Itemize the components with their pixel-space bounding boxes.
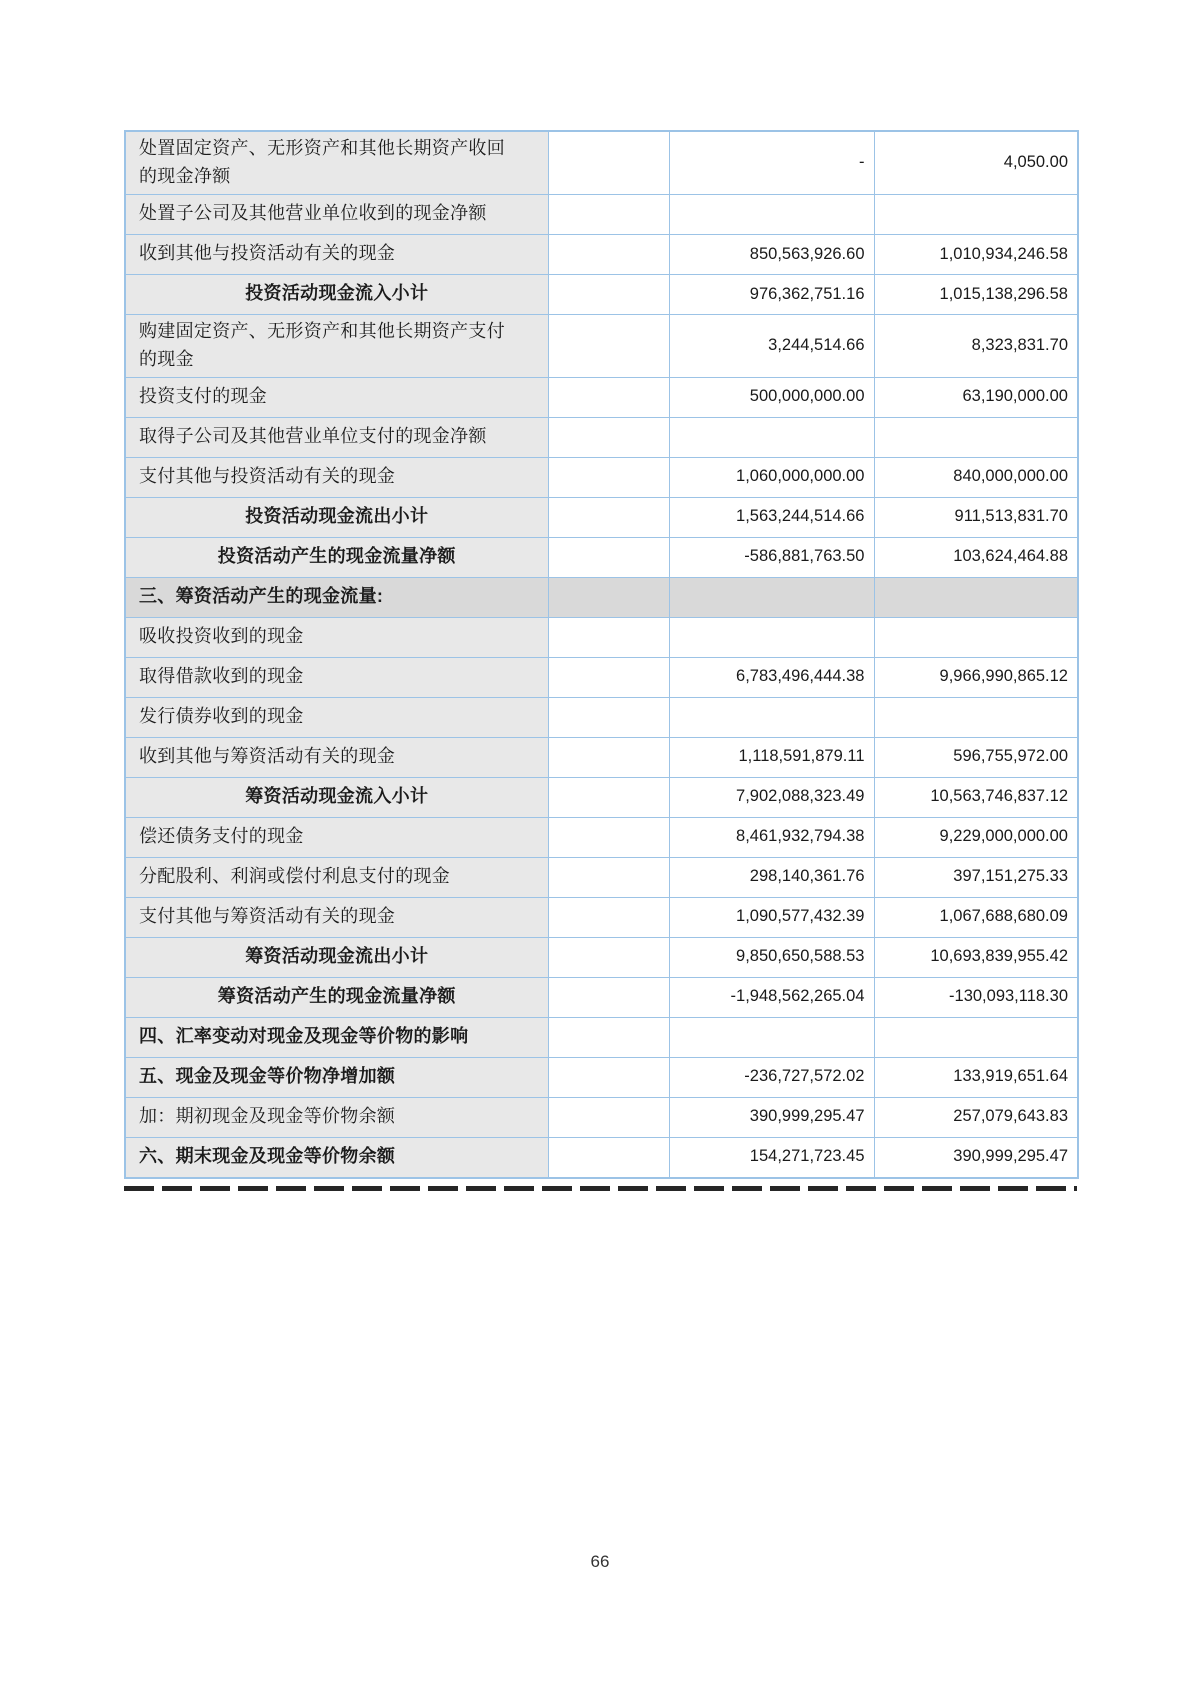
table-row bbox=[125, 977, 1078, 1017]
table-row bbox=[125, 497, 1078, 537]
page-number: 66 bbox=[590, 1552, 610, 1571]
row-blank-cell bbox=[548, 897, 669, 937]
row-prior-period-value: 840,000,000.00 bbox=[874, 457, 1078, 497]
row-item-label: 筹资活动现金流出小计 bbox=[125, 937, 548, 977]
row-current-period-value bbox=[669, 577, 874, 617]
row-blank-cell bbox=[548, 1137, 669, 1178]
row-current-period-value bbox=[669, 417, 874, 457]
table-row bbox=[125, 937, 1078, 977]
row-item-label: 四、汇率变动对现金及现金等价物的影响 bbox=[125, 1017, 548, 1057]
row-item-label: 投资活动产生的现金流量净额 bbox=[125, 537, 548, 577]
row-current-period-value: 1,563,244,514.66 bbox=[669, 497, 874, 537]
row-current-period-value: 850,563,926.60 bbox=[669, 234, 874, 274]
table-row bbox=[125, 417, 1078, 457]
row-blank-cell bbox=[548, 977, 669, 1017]
table-row bbox=[125, 617, 1078, 657]
row-item-label: 偿还债务支付的现金 bbox=[125, 817, 548, 857]
row-prior-period-value: 397,151,275.33 bbox=[874, 857, 1078, 897]
table-row bbox=[125, 657, 1078, 697]
row-blank-cell bbox=[548, 274, 669, 314]
row-blank-cell bbox=[548, 577, 669, 617]
row-item-label: 投资活动现金流出小计 bbox=[125, 497, 548, 537]
row-current-period-value bbox=[669, 617, 874, 657]
table-row bbox=[125, 1097, 1078, 1137]
row-item-label: 处置固定资产、无形资产和其他长期资产收回的现金净额 bbox=[125, 131, 548, 194]
row-current-period-value: 976,362,751.16 bbox=[669, 274, 874, 314]
row-current-period-value: 1,060,000,000.00 bbox=[669, 457, 874, 497]
row-blank-cell bbox=[548, 457, 669, 497]
row-blank-cell bbox=[548, 857, 669, 897]
row-prior-period-value: 1,015,138,296.58 bbox=[874, 274, 1078, 314]
row-prior-period-value: 1,067,688,680.09 bbox=[874, 897, 1078, 937]
row-current-period-value: 1,118,591,879.11 bbox=[669, 737, 874, 777]
row-item-label: 购建固定资产、无形资产和其他长期资产支付的现金 bbox=[125, 314, 548, 377]
row-current-period-value: 9,850,650,588.53 bbox=[669, 937, 874, 977]
row-prior-period-value: 596,755,972.00 bbox=[874, 737, 1078, 777]
row-current-period-value bbox=[669, 697, 874, 737]
row-blank-cell bbox=[548, 377, 669, 417]
row-blank-cell bbox=[548, 1097, 669, 1137]
row-item-label: 投资活动现金流入小计 bbox=[125, 274, 548, 314]
row-blank-cell bbox=[548, 314, 669, 377]
row-prior-period-value: 10,563,746,837.12 bbox=[874, 777, 1078, 817]
row-item-label: 分配股利、利润或偿付利息支付的现金 bbox=[125, 857, 548, 897]
row-blank-cell bbox=[548, 737, 669, 777]
row-blank-cell bbox=[548, 497, 669, 537]
row-prior-period-value bbox=[874, 194, 1078, 234]
row-item-label: 筹资活动现金流入小计 bbox=[125, 777, 548, 817]
row-prior-period-value: 133,919,651.64 bbox=[874, 1057, 1078, 1097]
cash-flow-table-wrap bbox=[124, 130, 1077, 1191]
row-prior-period-value: 10,693,839,955.42 bbox=[874, 937, 1078, 977]
row-current-period-value: -236,727,572.02 bbox=[669, 1057, 874, 1097]
row-item-label: 取得借款收到的现金 bbox=[125, 657, 548, 697]
row-item-label: 取得子公司及其他营业单位支付的现金净额 bbox=[125, 417, 548, 457]
row-blank-cell bbox=[548, 537, 669, 577]
row-current-period-value: 500,000,000.00 bbox=[669, 377, 874, 417]
row-current-period-value: 6,783,496,444.38 bbox=[669, 657, 874, 697]
row-blank-cell bbox=[548, 417, 669, 457]
table-row bbox=[125, 577, 1078, 617]
row-prior-period-value: 63,190,000.00 bbox=[874, 377, 1078, 417]
table-row bbox=[125, 897, 1078, 937]
row-prior-period-value: 8,323,831.70 bbox=[874, 314, 1078, 377]
row-blank-cell bbox=[548, 817, 669, 857]
row-blank-cell bbox=[548, 937, 669, 977]
table-row bbox=[125, 817, 1078, 857]
row-current-period-value: 3,244,514.66 bbox=[669, 314, 874, 377]
table-row bbox=[125, 131, 1078, 194]
row-prior-period-value: 9,966,990,865.12 bbox=[874, 657, 1078, 697]
row-prior-period-value: -130,093,118.30 bbox=[874, 977, 1078, 1017]
table-row bbox=[125, 377, 1078, 417]
row-prior-period-value bbox=[874, 577, 1078, 617]
row-prior-period-value bbox=[874, 417, 1078, 457]
row-blank-cell bbox=[548, 194, 669, 234]
table-row bbox=[125, 457, 1078, 497]
table-row bbox=[125, 274, 1078, 314]
row-item-label: 支付其他与筹资活动有关的现金 bbox=[125, 897, 548, 937]
row-prior-period-value: 4,050.00 bbox=[874, 131, 1078, 194]
table-row bbox=[125, 777, 1078, 817]
table-bottom-rule bbox=[124, 1186, 1077, 1191]
row-item-label: 发行债券收到的现金 bbox=[125, 697, 548, 737]
table-row bbox=[125, 1017, 1078, 1057]
row-blank-cell bbox=[548, 1057, 669, 1097]
cash-flow-table-body bbox=[125, 131, 1078, 1178]
table-row bbox=[125, 737, 1078, 777]
table-row bbox=[125, 194, 1078, 234]
row-blank-cell bbox=[548, 617, 669, 657]
row-current-period-value: -1,948,562,265.04 bbox=[669, 977, 874, 1017]
row-item-label: 五、现金及现金等价物净增加额 bbox=[125, 1057, 548, 1097]
row-item-label: 投资支付的现金 bbox=[125, 377, 548, 417]
row-prior-period-value: 9,229,000,000.00 bbox=[874, 817, 1078, 857]
row-item-label: 吸收投资收到的现金 bbox=[125, 617, 548, 657]
row-item-label: 收到其他与筹资活动有关的现金 bbox=[125, 737, 548, 777]
row-blank-cell bbox=[548, 777, 669, 817]
row-blank-cell bbox=[548, 1017, 669, 1057]
row-blank-cell bbox=[548, 234, 669, 274]
table-row bbox=[125, 234, 1078, 274]
row-prior-period-value bbox=[874, 697, 1078, 737]
row-blank-cell bbox=[548, 697, 669, 737]
cash-flow-table bbox=[124, 130, 1079, 1179]
row-prior-period-value: 257,079,643.83 bbox=[874, 1097, 1078, 1137]
table-row bbox=[125, 857, 1078, 897]
row-prior-period-value bbox=[874, 617, 1078, 657]
row-current-period-value: 298,140,361.76 bbox=[669, 857, 874, 897]
row-item-label: 收到其他与投资活动有关的现金 bbox=[125, 234, 548, 274]
row-current-period-value bbox=[669, 194, 874, 234]
row-current-period-value bbox=[669, 1017, 874, 1057]
row-current-period-value: 7,902,088,323.49 bbox=[669, 777, 874, 817]
row-prior-period-value: 1,010,934,246.58 bbox=[874, 234, 1078, 274]
row-current-period-value: 154,271,723.45 bbox=[669, 1137, 874, 1178]
row-current-period-value: 1,090,577,432.39 bbox=[669, 897, 874, 937]
row-blank-cell bbox=[548, 131, 669, 194]
table-row bbox=[125, 697, 1078, 737]
row-item-label: 六、期末现金及现金等价物余额 bbox=[125, 1137, 548, 1178]
row-item-label: 三、筹资活动产生的现金流量: bbox=[125, 577, 548, 617]
row-prior-period-value bbox=[874, 1017, 1078, 1057]
row-blank-cell bbox=[548, 657, 669, 697]
row-item-label: 支付其他与投资活动有关的现金 bbox=[125, 457, 548, 497]
row-item-label: 筹资活动产生的现金流量净额 bbox=[125, 977, 548, 1017]
row-current-period-value: 390,999,295.47 bbox=[669, 1097, 874, 1137]
row-current-period-value: - bbox=[669, 131, 874, 194]
table-row bbox=[125, 1137, 1078, 1178]
row-prior-period-value: 911,513,831.70 bbox=[874, 497, 1078, 537]
row-prior-period-value: 103,624,464.88 bbox=[874, 537, 1078, 577]
table-row bbox=[125, 314, 1078, 377]
row-current-period-value: -586,881,763.50 bbox=[669, 537, 874, 577]
table-row bbox=[125, 1057, 1078, 1097]
row-item-label: 加：期初现金及现金等价物余额 bbox=[125, 1097, 548, 1137]
row-current-period-value: 8,461,932,794.38 bbox=[669, 817, 874, 857]
row-item-label: 处置子公司及其他营业单位收到的现金净额 bbox=[125, 194, 548, 234]
row-prior-period-value: 390,999,295.47 bbox=[874, 1137, 1078, 1178]
table-row bbox=[125, 537, 1078, 577]
